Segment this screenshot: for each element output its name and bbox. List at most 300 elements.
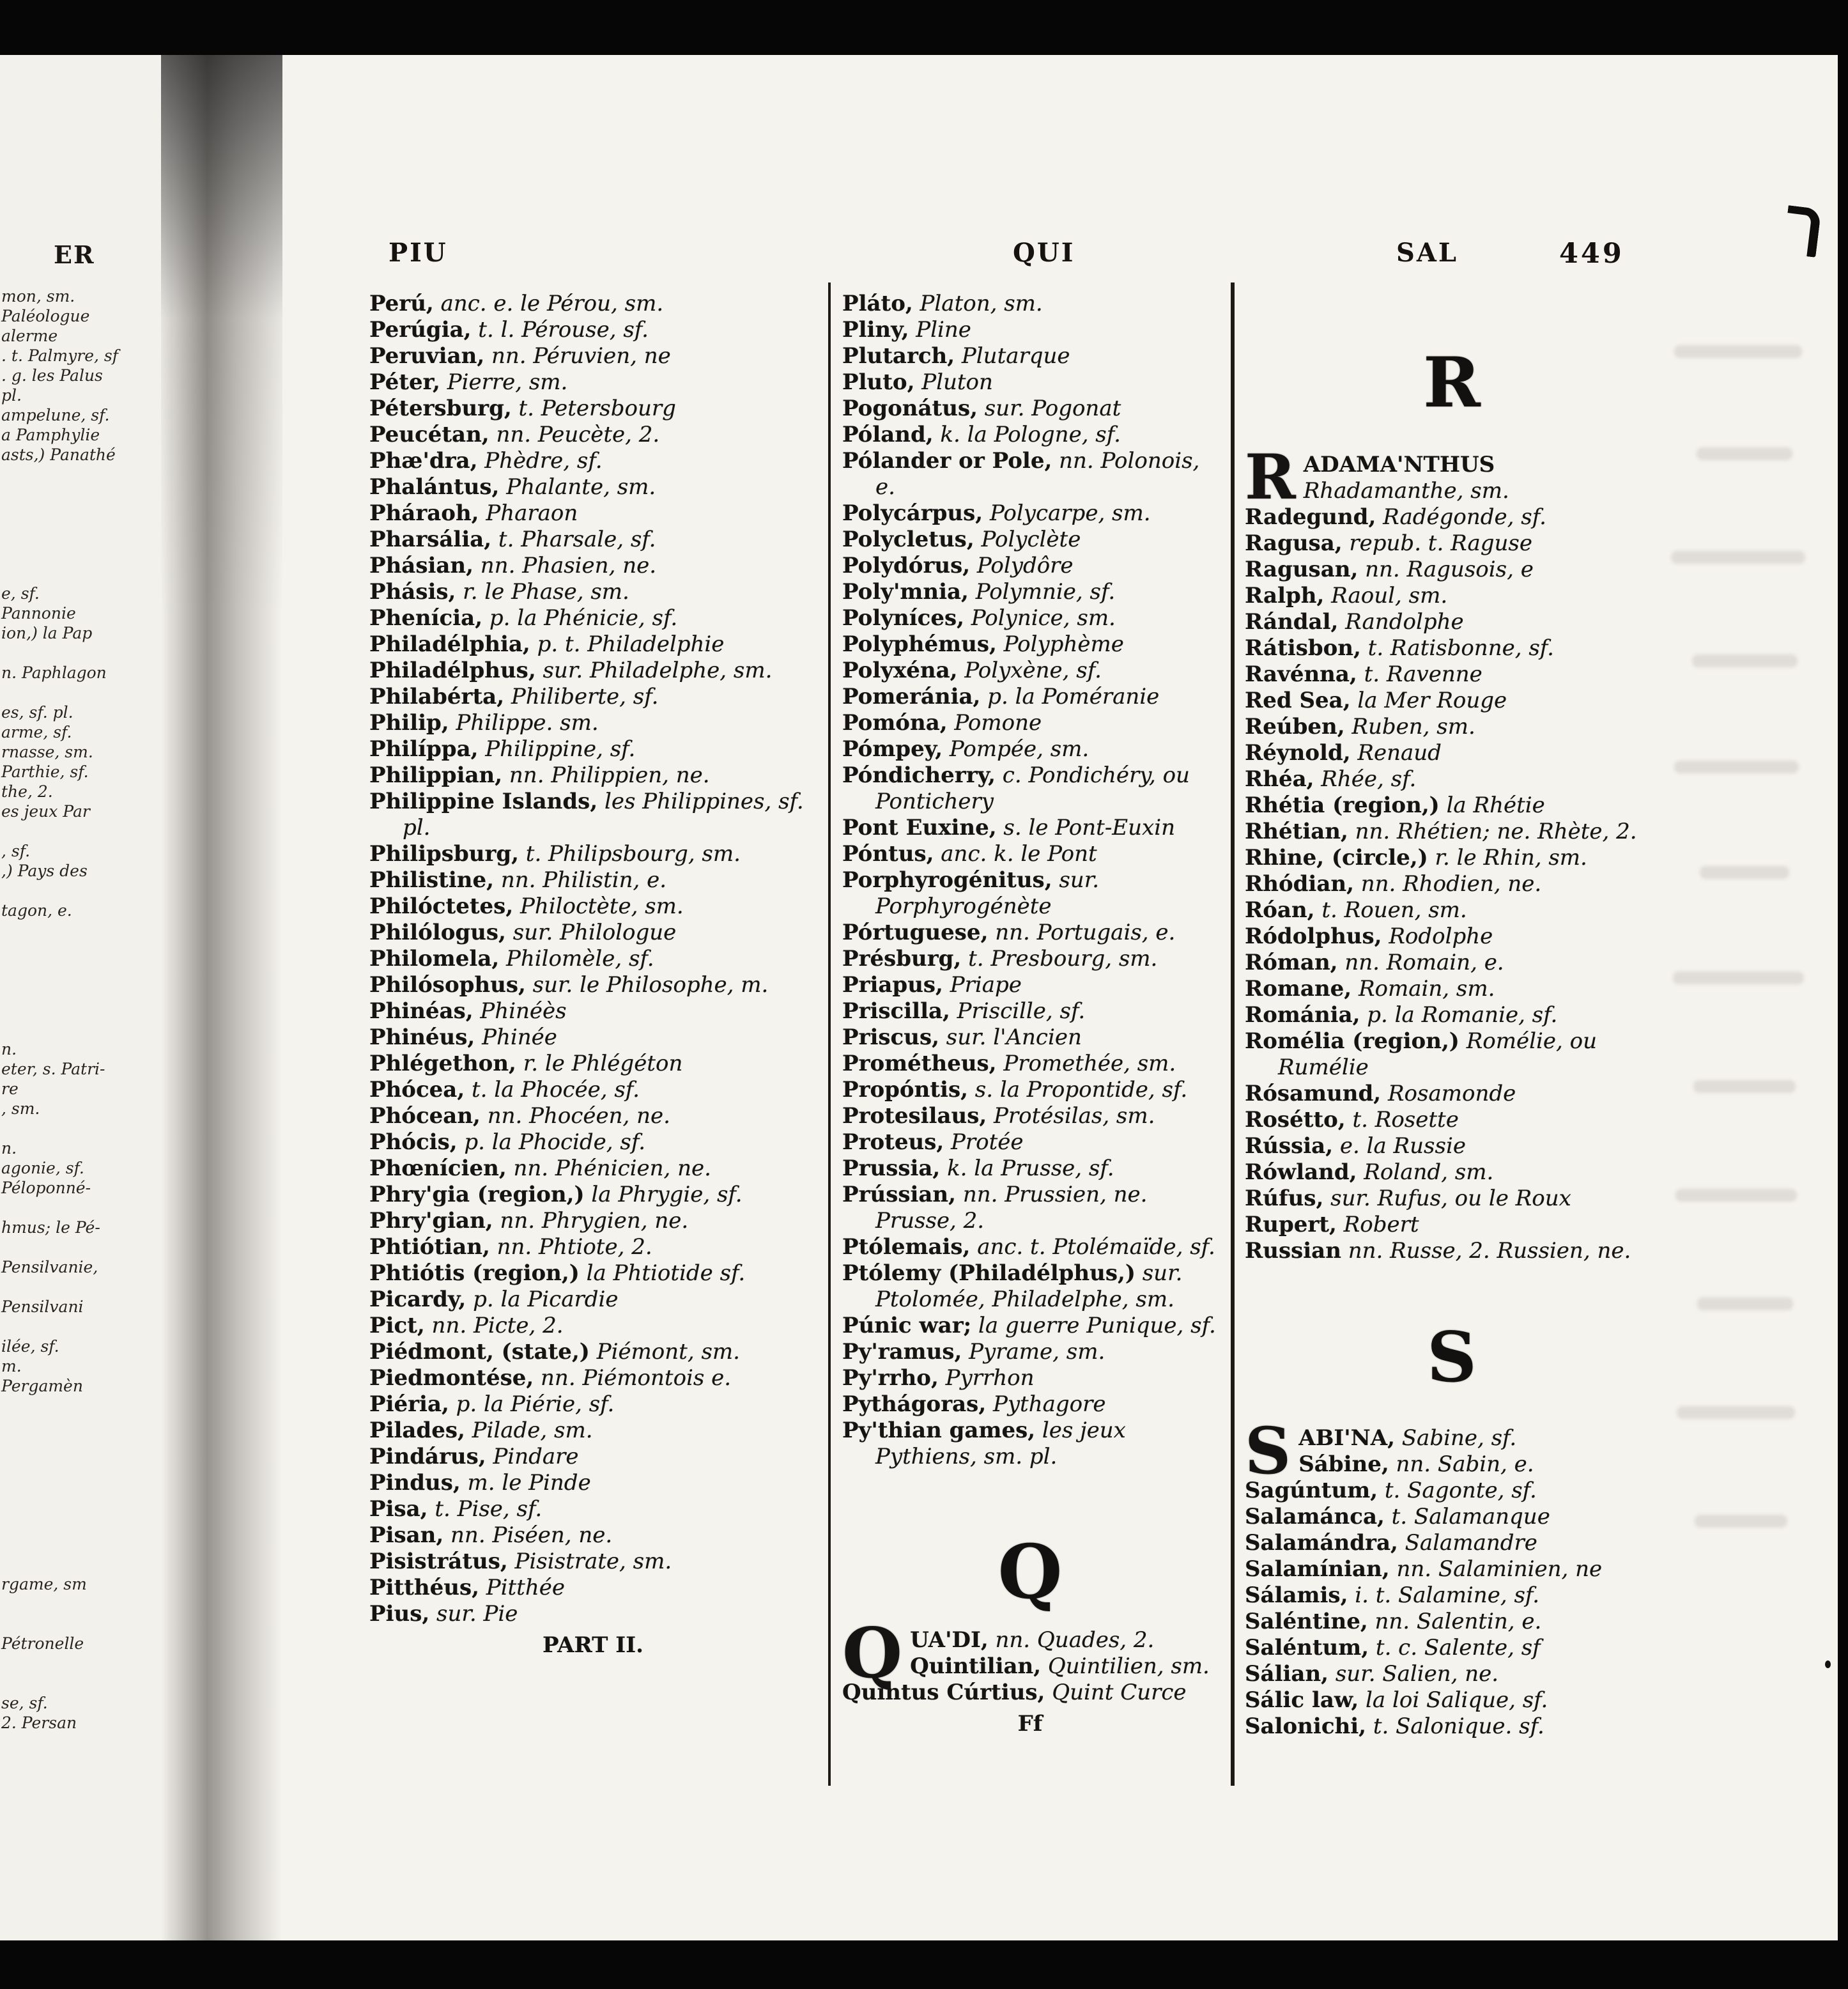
entry-translation: s. la Propontide, sf. <box>974 1077 1188 1103</box>
entry-headword: Polydórus, <box>842 553 971 578</box>
entry-headword: Phinéus, <box>369 1025 475 1050</box>
dictionary-entry <box>369 1496 817 1522</box>
running-head-col2: QUI <box>1013 238 1075 268</box>
entry-headword: Polycárpus, <box>842 500 983 526</box>
dictionary-entry <box>842 605 1218 631</box>
entry-headword: Ptólemais, <box>842 1234 971 1260</box>
prev-page-line: Pensilvanie, <box>1 1258 98 1276</box>
entry-headword: Pháraoh, <box>369 500 479 526</box>
entry-headword: Salamánca, <box>1245 1504 1385 1529</box>
entry-translation: Pindare <box>493 1444 579 1469</box>
dictionary-entry <box>369 1365 817 1391</box>
dictionary-entry <box>1245 688 1659 714</box>
prev-page-line: es, sf. pl. <box>1 703 73 722</box>
entry-translation: Polymnie, sf. <box>975 579 1116 605</box>
entry-translation: la loi Salique, sf. <box>1366 1687 1548 1713</box>
entry-headword: Poly'mnia, <box>842 579 969 605</box>
entry-headword: Phócean, <box>369 1103 481 1129</box>
dictionary-entry <box>1245 740 1659 766</box>
entry-headword: Rósamund, <box>1245 1081 1382 1106</box>
entry-translation: sur. Pogonat <box>984 396 1121 421</box>
entry-headword: Pilades, <box>369 1418 465 1443</box>
entry-translation: Pyrame, sm. <box>969 1339 1105 1365</box>
entry-translation: Salamandre <box>1405 1530 1537 1556</box>
column-footer-text: PART II. <box>543 1632 643 1658</box>
prev-page-line: re <box>1 1080 19 1098</box>
entry-headword: Priscus, <box>842 1025 939 1050</box>
entry-translation: p. t. Philadelphie <box>537 631 725 657</box>
entry-translation: p. la Poméranie <box>987 684 1160 709</box>
dictionary-entry <box>842 736 1218 762</box>
dictionary-entry <box>369 684 817 710</box>
entry-translation: e. la Russie <box>1339 1133 1466 1159</box>
entry-headword: Quintilian, <box>910 1653 1042 1679</box>
dictionary-entry <box>369 1234 817 1260</box>
entry-headword: Philipsburg, <box>369 841 519 867</box>
section-letter-S: S <box>1427 1317 1477 1398</box>
entry-translation: Phinée <box>482 1025 557 1050</box>
prev-page-line: asts,) Panathé <box>1 445 116 464</box>
entry-headword: Plutarch, <box>842 343 955 369</box>
entry-translation: Pisistrate, sm. <box>514 1549 672 1574</box>
entry-translation: Protésilas, sm. <box>994 1103 1155 1129</box>
entry-headword: Pindus, <box>369 1470 461 1496</box>
dictionary-entry <box>1245 1028 1659 1081</box>
entry-headword: Piédmont, (state,) <box>369 1339 590 1365</box>
dictionary-entry <box>842 1260 1218 1313</box>
dictionary-entry <box>1245 950 1659 976</box>
entry-translation: Plutarque <box>961 343 1070 369</box>
dictionary-entry <box>842 1234 1218 1260</box>
entry-headword: Pythágoras, <box>842 1391 987 1417</box>
running-head-col3: SAL <box>1396 238 1459 268</box>
entry-translation: nn. Russe, 2. Russien, ne. <box>1348 1238 1631 1264</box>
entry-headword: Polyphémus, <box>842 631 997 657</box>
dictionary-entry <box>369 1575 817 1601</box>
entry-headword: Polycletus, <box>842 527 974 552</box>
entry-headword: Philippian, <box>369 762 503 788</box>
previous-page-running-head: ER <box>54 240 95 269</box>
scan-border-top <box>0 0 1848 55</box>
prev-page-line: ion,) la Pap <box>1 624 93 642</box>
prev-page-line: ilée, sf. <box>1 1337 59 1356</box>
entry-headword: Pomóna, <box>842 710 948 736</box>
dictionary-entry <box>369 1208 817 1234</box>
prev-page-line: , sf. <box>1 842 31 860</box>
entry-headword: Ragusan, <box>1245 557 1359 582</box>
entry-headword: Saléntine, <box>1245 1609 1368 1634</box>
entry-translation: r. le Phase, sm. <box>463 579 629 605</box>
entry-translation: nn. Sabin, e. <box>1396 1451 1534 1477</box>
entry-translation: Polynice, sm. <box>971 605 1116 631</box>
dictionary-entry <box>1245 1556 1659 1583</box>
dictionary-entry <box>1245 1107 1659 1133</box>
entry-headword: Red Sea, <box>1245 688 1351 713</box>
entry-translation: Platon, sm. <box>920 291 1043 316</box>
entry-translation: Polycarpe, sm. <box>989 500 1151 526</box>
entry-translation: sur. Pie <box>436 1601 518 1627</box>
entry-translation: t. Philipsbourg, sm. <box>525 841 741 867</box>
entry-headword: Priapus, <box>842 972 943 998</box>
fragment-gap <box>1 1436 173 1455</box>
dictionary-entry <box>1245 583 1659 609</box>
dictionary-entry <box>369 631 817 658</box>
entry-translation: les jeux Pythiens, sm. pl. <box>875 1418 1126 1469</box>
prev-page-line: n. Paphlagon <box>1 663 107 682</box>
entry-translation: c. Pondichéry, ou Pontichery <box>875 762 1190 814</box>
entry-headword: Philósophus, <box>369 972 526 998</box>
dictionary-entry <box>1245 714 1659 740</box>
entry-translation: t. l. Pérouse, sf. <box>478 317 649 343</box>
entry-translation: sur. le Philosophe, m. <box>532 972 769 998</box>
entry-headword: Pétersburg, <box>369 396 512 421</box>
dictionary-entry <box>1245 530 1659 557</box>
dictionary-entry <box>842 317 1218 343</box>
entry-headword: Philistine, <box>369 867 494 893</box>
entry-headword: Reúben, <box>1245 714 1345 739</box>
dictionary-entry <box>842 972 1218 998</box>
entry-headword: Rupert, <box>1245 1212 1337 1237</box>
entry-translation: p. la Picardie <box>473 1287 619 1312</box>
dictionary-entry <box>369 422 817 448</box>
dictionary-entry <box>842 500 1218 527</box>
dictionary-entry <box>369 369 817 396</box>
entry-translation: Promethée, sm. <box>1003 1051 1176 1076</box>
prev-page-line: the, 2. <box>1 782 53 801</box>
fragment-gap <box>1 881 173 901</box>
entry-translation: la Rhétie <box>1446 793 1545 818</box>
dictionary-entry <box>369 1444 817 1470</box>
entry-headword: Pólander or Pole, <box>842 448 1052 474</box>
entry-headword: Rátisbon, <box>1245 635 1361 661</box>
entry-translation: les Philippines, sf. pl. <box>403 789 804 840</box>
entry-translation: nn. Prussien, ne. Prusse, 2. <box>875 1182 1148 1234</box>
dictionary-entry-dropcap <box>1245 441 1659 513</box>
entry-headword: Phæ'dra, <box>369 448 478 474</box>
prev-page-line: pl. <box>1 386 22 405</box>
dictionary-entry <box>842 291 1218 317</box>
entry-headword: ADAMA'NTHUS <box>1303 452 1495 477</box>
prev-page-line: rnasse, sm. <box>1 743 93 761</box>
entry-headword: Pharsália, <box>369 527 492 552</box>
entry-headword: Proteus, <box>842 1129 944 1155</box>
dictionary-entry <box>369 1182 817 1208</box>
section-letter-Q: Q <box>997 1529 1063 1616</box>
dictionary-entry <box>369 867 817 894</box>
dictionary-entry <box>1245 1133 1659 1159</box>
dictionary-entry <box>369 317 817 343</box>
prev-page-line: arme, sf. <box>1 723 72 741</box>
entry-translation: nn. Salentin, e. <box>1374 1609 1542 1634</box>
fragment-gap <box>1 1594 173 1614</box>
entry-translation: Protée <box>951 1129 1024 1155</box>
entry-headword: Philíppa, <box>369 736 479 762</box>
dictionary-entry <box>842 343 1218 369</box>
entry-translation: Pierre, sm. <box>447 369 568 395</box>
entry-translation: Randolphe <box>1345 609 1464 635</box>
dictionary-entry <box>1245 871 1659 897</box>
prev-page-line: alerme <box>1 327 58 345</box>
prev-page-line: Pergamèn <box>1 1377 83 1395</box>
dictionary-entry <box>842 998 1218 1025</box>
dictionary-entry <box>842 1129 1218 1156</box>
fragment-gap <box>1 1277 173 1297</box>
dictionary-entry <box>1245 1478 1659 1504</box>
entry-translation: nn. Phtiote, 2. <box>497 1234 652 1260</box>
entry-translation: Roland, sm. <box>1364 1159 1494 1185</box>
entry-headword: Póland, <box>842 422 934 447</box>
dictionary-entry <box>1245 1714 1659 1740</box>
entry-headword: Ravénna, <box>1245 662 1357 687</box>
entry-headword: Prométheus, <box>842 1051 997 1076</box>
entry-translation: repub. t. Raguse <box>1349 530 1532 556</box>
dictionary-entry <box>369 1077 817 1103</box>
entry-headword: Phry'gian, <box>369 1208 493 1234</box>
fragment-gap <box>1 1416 173 1436</box>
entry-translation: Polydôre <box>976 553 1074 578</box>
dictionary-entry <box>1245 1583 1659 1609</box>
entry-translation: k. la Prusse, sf. <box>947 1156 1114 1181</box>
entry-headword: Perú, <box>369 291 434 316</box>
entry-headword: Prussia, <box>842 1156 941 1181</box>
dictionary-entry <box>369 474 817 500</box>
entry-translation: nn. Ragusois, e <box>1365 557 1534 582</box>
entry-headword: Phenícia, <box>369 605 483 631</box>
entry-translation: Pharaon <box>486 500 578 526</box>
dictionary-entry <box>1245 1687 1659 1714</box>
entry-headword: Róan, <box>1245 897 1315 923</box>
entry-translation: t. Pise, sf. <box>435 1496 543 1522</box>
column-3 <box>1245 291 1659 1740</box>
entry-headword: Pluto, <box>842 369 915 395</box>
dictionary-entry <box>369 500 817 527</box>
prev-page-line: rgame, sm <box>1 1575 87 1593</box>
entry-headword: Saléntum, <box>1245 1635 1369 1660</box>
entry-translation: s. le Pont-Euxin <box>1003 815 1175 840</box>
entry-translation: la guerre Punique, sf. <box>978 1313 1216 1338</box>
entry-translation: Romain, sm. <box>1358 976 1495 1002</box>
prev-page-line: es jeux Par <box>1 802 90 821</box>
dictionary-entry <box>842 631 1218 658</box>
entry-translation: sur. Salien, ne. <box>1335 1661 1499 1687</box>
entry-headword: Phócea, <box>369 1077 465 1103</box>
fragment-gap <box>1 980 173 1000</box>
entry-translation: Pluton <box>921 369 993 395</box>
entry-translation: Pythagore <box>992 1391 1106 1417</box>
dictionary-entry <box>1245 441 1659 513</box>
entry-translation: nn. Philippien, ne. <box>509 762 710 788</box>
entry-translation: t. Rouen, sm. <box>1321 897 1467 923</box>
dictionary-entry <box>842 762 1218 815</box>
entry-translation: t. Petersbourg <box>518 396 676 421</box>
dictionary-entry <box>369 579 817 605</box>
entry-translation: Pline <box>916 317 971 343</box>
prev-page-line: e, sf. <box>1 584 40 603</box>
entry-translation: Radégonde, sf. <box>1383 504 1546 530</box>
entry-translation: Rhadamanthe, sm. <box>1303 478 1509 504</box>
dictionary-entry <box>369 1601 817 1627</box>
entry-translation: Phinéès <box>480 998 567 1024</box>
entry-headword: Propóntis, <box>842 1077 968 1103</box>
entry-headword: ABI'NA, <box>1298 1425 1395 1451</box>
entry-headword: Rhétian, <box>1245 819 1348 844</box>
entry-headword: Piéria, <box>369 1391 449 1417</box>
fragment-gap <box>1 1317 173 1336</box>
entry-headword: Phry'gia (region,) <box>369 1182 585 1207</box>
fragment-gap <box>1 960 173 980</box>
entry-headword: Pisa, <box>369 1496 428 1522</box>
dictionary-entry <box>369 1470 817 1496</box>
entry-headword: Protesilaus, <box>842 1103 987 1129</box>
entry-translation: Pyrrhon <box>945 1365 1035 1391</box>
drop-cap-R: R <box>1245 441 1296 513</box>
entry-translation: p. la Piérie, sf. <box>456 1391 615 1417</box>
ink-speck <box>1825 1660 1831 1668</box>
entry-translation: Phèdre, sf. <box>484 448 603 474</box>
dictionary-entry <box>369 448 817 474</box>
fragment-gap <box>1 465 173 484</box>
entry-headword: Sálic law, <box>1245 1687 1359 1713</box>
prev-page-line: . g. les Palus <box>1 366 103 385</box>
entry-translation: t. Ratisbonne, sf. <box>1367 635 1554 661</box>
dictionary-entry <box>842 658 1218 684</box>
ink-hook-artifact <box>1783 205 1822 258</box>
entry-translation: Quint Curce <box>1052 1680 1187 1705</box>
entry-headword: Sálian, <box>1245 1661 1329 1687</box>
entry-translation: anc. e. le Pérou, sm. <box>440 291 664 316</box>
entry-headword: Philadélphia, <box>369 631 530 657</box>
dictionary-entry <box>1245 635 1659 662</box>
entry-headword: Póntus, <box>842 841 934 867</box>
dictionary-entry <box>842 920 1218 946</box>
dictionary-entry <box>842 448 1218 500</box>
entry-translation: Robert <box>1343 1212 1419 1237</box>
dictionary-entry <box>842 369 1218 396</box>
fragment-gap <box>1 484 173 504</box>
entry-headword: Philippine Islands, <box>369 789 598 814</box>
running-head-col1: PIU <box>389 238 448 268</box>
entry-headword: Prússian, <box>842 1182 956 1207</box>
entry-headword: Philóctetes, <box>369 894 514 919</box>
prev-page-line: a Pamphylie <box>1 426 100 444</box>
dictionary-entry <box>369 1156 817 1182</box>
entry-headword: Pláto, <box>842 291 913 316</box>
fragment-gap <box>1 683 173 702</box>
column-rule-1 <box>828 282 831 1786</box>
dictionary-entry <box>842 1339 1218 1365</box>
dictionary-entry <box>369 1051 817 1077</box>
dictionary-entry <box>369 1260 817 1287</box>
prev-page-line: Péloponné- <box>1 1179 91 1197</box>
entry-headword: Perúgia, <box>369 317 472 343</box>
prev-page-line: eter, s. Patri- <box>1 1060 105 1078</box>
entry-headword: Romélia (region,) <box>1245 1028 1459 1054</box>
fragment-gap <box>1 564 173 584</box>
entry-headword: Rússia, <box>1245 1133 1334 1159</box>
entry-translation: nn. Peucète, 2. <box>496 422 660 447</box>
dictionary-entry <box>842 684 1218 710</box>
dictionary-entry <box>369 658 817 684</box>
entry-headword: Rhódian, <box>1245 871 1354 897</box>
entry-translation: Ruben, sm. <box>1351 714 1475 739</box>
dictionary-entry <box>1245 897 1659 924</box>
fragment-gap <box>1 1455 173 1475</box>
prev-page-line: mon, sm. <box>1 287 75 306</box>
entry-headword: Polyxéna, <box>842 658 958 683</box>
dictionary-entry <box>369 1025 817 1051</box>
dictionary-entry <box>1245 924 1659 950</box>
prev-page-fragments <box>1 286 173 1733</box>
entry-headword: Pomeránia, <box>842 684 981 709</box>
entry-translation: Priape <box>950 972 1022 998</box>
entry-translation: nn. Phasien, ne. <box>480 553 657 578</box>
entry-translation: nn. Salaminien, ne <box>1396 1556 1603 1582</box>
entry-headword: Románia, <box>1245 1002 1360 1028</box>
dictionary-entry <box>369 972 817 998</box>
entry-headword: Púnic war; <box>842 1313 972 1338</box>
dictionary-entry <box>1245 1212 1659 1238</box>
entry-translation: Philoctète, sm. <box>520 894 684 919</box>
entry-translation: nn. Phrygien, ne. <box>500 1208 689 1234</box>
entry-translation: t. Salamanque <box>1391 1504 1550 1529</box>
dictionary-entry <box>842 396 1218 422</box>
entry-translation: Phalante, sm. <box>506 474 656 500</box>
entry-translation: nn. Polonois, e. <box>875 448 1200 500</box>
entry-translation: t. c. Salente, sf <box>1375 1635 1541 1660</box>
entry-headword: Rhine, (circle,) <box>1245 845 1428 871</box>
fragment-gap <box>1 920 173 940</box>
entry-translation: nn. Rhétien; ne. Rhète, 2. <box>1355 819 1637 844</box>
dictionary-entry <box>1245 609 1659 635</box>
entry-translation: Priscille, sf. <box>957 998 1086 1024</box>
entry-translation: t. la Phocée, sf. <box>471 1077 640 1103</box>
entry-translation: Rodolphe <box>1389 924 1493 949</box>
entry-headword: Salamándra, <box>1245 1530 1398 1556</box>
dictionary-entry <box>1245 1504 1659 1530</box>
entry-headword: Philólogus, <box>369 920 506 945</box>
entry-headword: Ptólemy (Philadélphus,) <box>842 1260 1136 1286</box>
column-2 <box>842 291 1218 1737</box>
dictionary-entry <box>369 1549 817 1575</box>
entry-translation: sur. Philadelphe, sm. <box>543 658 773 683</box>
entry-headword: Póndicherry, <box>842 762 996 788</box>
dictionary-entry <box>842 1680 1218 1706</box>
entry-translation: Philomèle, sf. <box>506 946 654 971</box>
fragment-gap <box>1 643 173 663</box>
entry-headword: Pórtuguese, <box>842 920 989 945</box>
dictionary-entry <box>842 1365 1218 1391</box>
dictionary-entry <box>369 841 817 867</box>
dictionary-entry <box>1245 662 1659 688</box>
dictionary-entry <box>1245 793 1659 819</box>
entry-translation: Pilade, sm. <box>472 1418 593 1443</box>
section-letter-R: R <box>1423 343 1481 423</box>
entry-headword: Pitthéus, <box>369 1575 479 1600</box>
entry-headword: Péter, <box>369 369 440 395</box>
drop-cap-Q: Q <box>842 1613 903 1694</box>
entry-headword: Phalántus, <box>369 474 500 500</box>
fragment-gap <box>1 1475 173 1495</box>
prev-page-line: , sm. <box>1 1099 40 1118</box>
dictionary-entry <box>369 1522 817 1549</box>
drop-cap-S: S <box>1245 1413 1291 1489</box>
entry-translation: Philiberte, sf. <box>511 684 659 709</box>
entry-translation: sur. Porphyrogénète <box>875 867 1100 919</box>
dictionary-entry <box>369 1391 817 1418</box>
entry-translation: sur. Philologue <box>512 920 677 945</box>
dictionary-entry <box>1245 1661 1659 1687</box>
prev-page-line: . t. Palmyre, sf <box>1 346 118 365</box>
